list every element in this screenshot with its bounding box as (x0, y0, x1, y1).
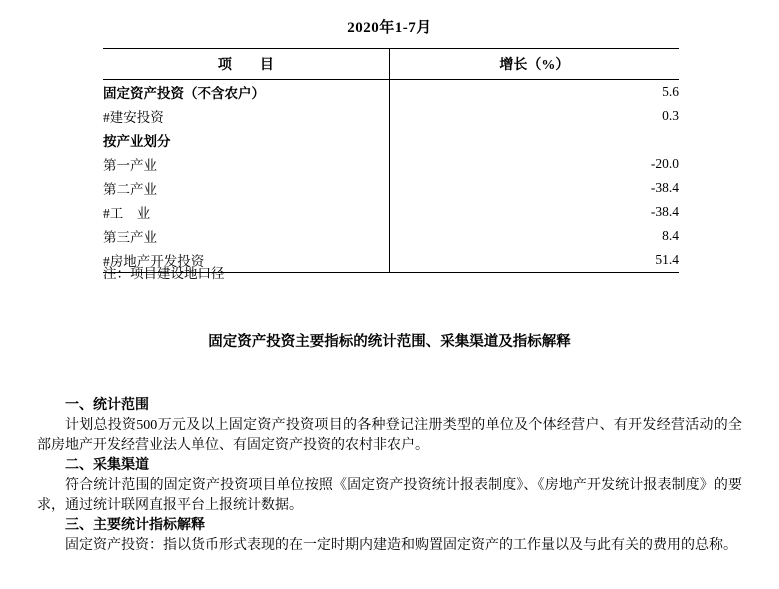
row-value: -38.4 (650, 204, 679, 219)
page-title: 2020年1-7月 (347, 20, 432, 36)
table-row (103, 200, 679, 224)
row-label: 第一产业 (103, 152, 389, 176)
investment-data-table (103, 48, 679, 273)
row-value: -38.4 (650, 180, 679, 195)
row-label: #房地产开发投资 (103, 248, 389, 273)
section-heading: 三、主要统计指标解释 (65, 518, 205, 533)
table-row (103, 152, 679, 176)
table-row (103, 176, 679, 200)
row-value: -20.0 (650, 156, 679, 171)
section-title: 固定资产投资主要指标的统计范围、采集渠道及指标解释 (208, 334, 571, 350)
row-value (389, 128, 679, 152)
table-row (103, 224, 679, 248)
table-row (103, 128, 679, 152)
row-label: #建安投资 (103, 104, 389, 128)
row-value: 0.3 (662, 108, 679, 123)
table-header-row (103, 49, 679, 80)
section-heading: 二、采集渠道 (65, 458, 149, 473)
row-value: 8.4 (662, 228, 679, 243)
row-value: 51.4 (389, 248, 679, 273)
table-row (103, 104, 679, 128)
row-label: 按产业划分 (103, 128, 389, 152)
row-label: 第二产业 (103, 176, 389, 200)
column-header-growth: 增长（%） (389, 49, 679, 80)
section-paragraph: 计划总投资500万元及以上固定资产投资项目的各种登记注册类型的单位及个体经营户、有开发经营活动的全部房地产开发经营业法人单位、有固定资产投资的农村非农户。 (37, 418, 742, 453)
row-label: #工 业 (103, 200, 389, 224)
section-statistical-scope (37, 396, 742, 456)
row-label: 第三产业 (103, 224, 389, 248)
section-collection-channel (37, 456, 742, 516)
column-header-item: 项 目 (103, 49, 389, 80)
section-heading: 一、统计范围 (65, 398, 149, 413)
section-paragraph: 符合统计范围的固定资产投资项目单位按照《固定资产投资统计报表制度》、《房地产开发统计报表制度》的要求，通过统计联网直报平台上报统计数据。 (37, 478, 742, 513)
row-value: 5.6 (662, 84, 679, 99)
table-note: 注：项目建设地口径 (103, 266, 225, 281)
row-label: 固定资产投资（不含农户） (103, 80, 389, 105)
section-paragraph: 固定资产投资：指以货币形式表现的在一定时期内建造和购置固定资产的工作量以及与此有关的费用的总称。 (65, 538, 737, 553)
section-indicator-explanation (37, 516, 742, 556)
table-row (103, 80, 679, 105)
